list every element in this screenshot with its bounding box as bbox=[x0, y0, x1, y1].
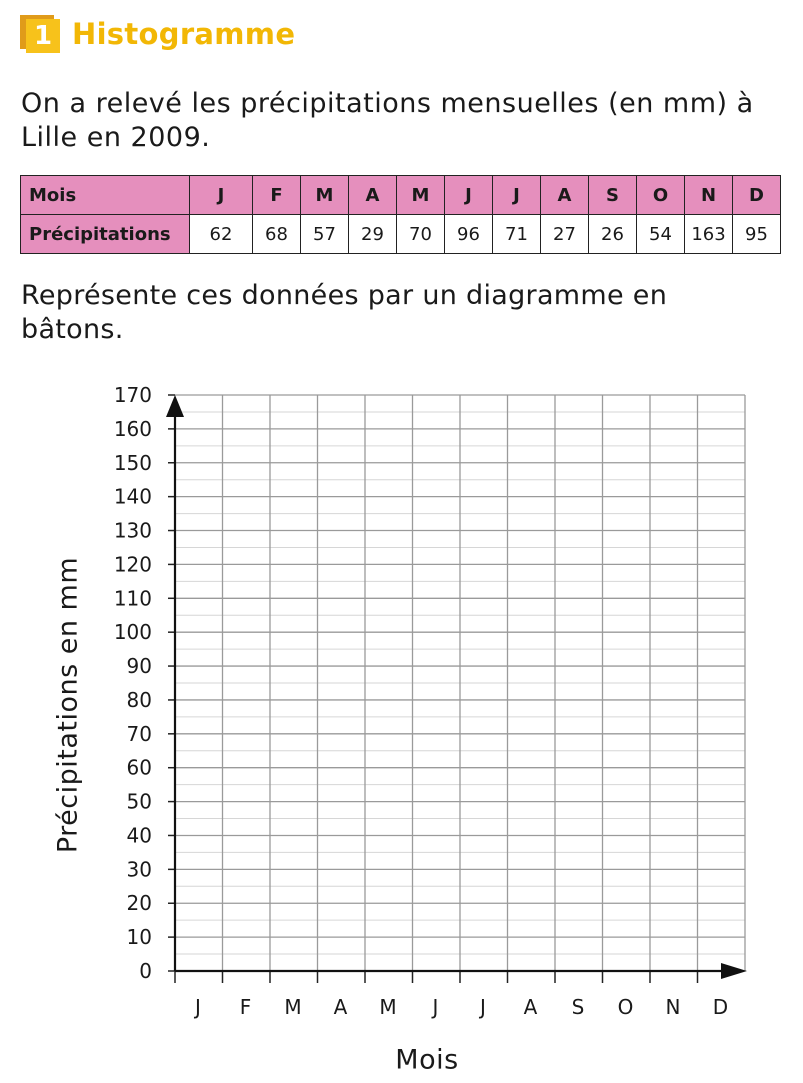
table-row-months bbox=[21, 176, 781, 215]
y-tick-label: 90 bbox=[126, 654, 152, 679]
month-cell: J bbox=[445, 176, 493, 215]
y-tick-label: 170 bbox=[113, 383, 152, 407]
x-tick-label: J bbox=[432, 995, 439, 1019]
y-tick-label: 110 bbox=[113, 586, 152, 611]
value-cell: 57 bbox=[301, 215, 349, 254]
value-cell: 68 bbox=[253, 215, 301, 254]
month-cell: N bbox=[685, 176, 733, 215]
y-tick-label: 70 bbox=[126, 721, 152, 746]
value-cell: 95 bbox=[733, 215, 781, 254]
value-cell: 70 bbox=[397, 215, 445, 254]
exercise-number: 1 bbox=[26, 19, 60, 53]
x-axis-arrow-icon bbox=[721, 963, 747, 979]
x-tick-label: S bbox=[571, 995, 585, 1019]
exercise-header bbox=[20, 14, 295, 54]
y-axis-arrow-icon bbox=[166, 395, 184, 417]
value-cell: 54 bbox=[637, 215, 685, 254]
month-cell: A bbox=[349, 176, 397, 215]
y-tick-label: 120 bbox=[113, 552, 152, 577]
y-tick-label: 150 bbox=[113, 450, 152, 475]
y-tick-label: 160 bbox=[113, 416, 152, 441]
x-tick-label: F bbox=[239, 995, 252, 1019]
value-cell: 71 bbox=[493, 215, 541, 254]
month-cell: F bbox=[253, 176, 301, 215]
table-row-precipitations bbox=[21, 215, 781, 254]
y-tick-label: 80 bbox=[126, 687, 152, 712]
month-cell: M bbox=[301, 176, 349, 215]
y-tick-label: 30 bbox=[126, 857, 152, 882]
x-tick-label: N bbox=[665, 995, 681, 1019]
y-tick-label: 20 bbox=[126, 891, 152, 916]
y-tick-label: 130 bbox=[113, 518, 152, 543]
y-tick-label: 60 bbox=[126, 755, 152, 780]
y-axis-label: Précipitations en mm bbox=[52, 556, 84, 854]
x-tick-label: D bbox=[712, 995, 729, 1019]
row-header-months: Mois bbox=[21, 176, 190, 215]
y-tick-label: 140 bbox=[113, 484, 152, 509]
exercise-number-badge bbox=[20, 15, 60, 53]
value-cell: 27 bbox=[541, 215, 589, 254]
empty-bar-chart-grid bbox=[0, 380, 803, 1040]
y-tick-label: 100 bbox=[113, 620, 152, 645]
row-header-precipitations: Précipitations bbox=[21, 215, 190, 254]
y-tick-label: 10 bbox=[126, 925, 152, 950]
x-tick-label: A bbox=[333, 995, 348, 1019]
month-cell: O bbox=[637, 176, 685, 215]
month-cell: A bbox=[541, 176, 589, 215]
y-tick-label: 50 bbox=[126, 789, 152, 814]
x-tick-label: A bbox=[523, 995, 538, 1019]
month-cell: J bbox=[493, 176, 541, 215]
y-tick-label: 0 bbox=[139, 959, 152, 983]
y-tick-label: 40 bbox=[126, 823, 152, 848]
intro-text: On a relevé les précipitations mensuelles (en mm) à Lille en 2009. bbox=[21, 88, 754, 153]
month-cell: M bbox=[397, 176, 445, 215]
value-cell: 26 bbox=[589, 215, 637, 254]
x-axis-label: Mois bbox=[395, 1044, 459, 1076]
value-cell: 29 bbox=[349, 215, 397, 254]
value-cell: 96 bbox=[445, 215, 493, 254]
month-cell: J bbox=[190, 176, 253, 215]
x-tick-label: M bbox=[379, 995, 397, 1019]
x-tick-label: O bbox=[617, 995, 634, 1019]
instruction-text: Représente ces données par un diagramme en bâtons. bbox=[21, 280, 668, 345]
value-cell: 62 bbox=[190, 215, 253, 254]
value-cell: 163 bbox=[685, 215, 733, 254]
precipitation-table bbox=[20, 175, 781, 254]
x-tick-label: J bbox=[480, 995, 486, 1019]
exercise-title: Histogramme bbox=[72, 17, 296, 51]
month-cell: D bbox=[733, 176, 781, 215]
x-tick-label: J bbox=[195, 995, 201, 1019]
month-cell: S bbox=[589, 176, 637, 215]
x-tick-label: M bbox=[284, 995, 302, 1019]
